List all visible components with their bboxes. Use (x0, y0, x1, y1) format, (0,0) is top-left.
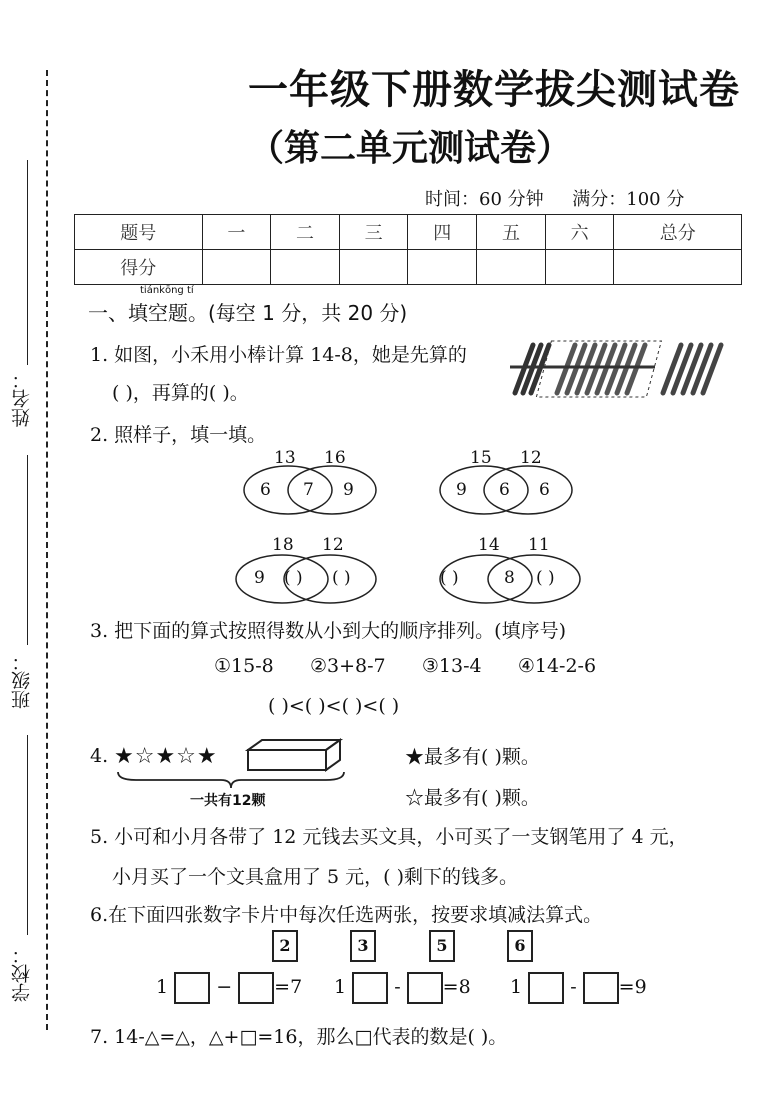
eq-prefix: 1 (156, 976, 169, 998)
q3-items (214, 655, 596, 677)
q3-text: 3. 把下面的算式按照得数从小到大的顺序排列。(填序号) (90, 620, 566, 642)
header-cell: 总分 (614, 215, 742, 250)
q3-item: ②3+8-7 (309, 655, 386, 677)
score-cell[interactable] (477, 250, 546, 285)
venn-a: 9 (456, 480, 467, 500)
venn-right-total: 12 (520, 448, 542, 468)
class-underline (27, 455, 28, 645)
venn-c: 9 (343, 480, 354, 500)
number-card: 6 (507, 930, 533, 962)
venn-diagram-2 (436, 448, 576, 518)
score-cell[interactable] (202, 250, 271, 285)
q1-line1: 1. 如图，小禾用小棒计算 14-8，她是先算的 (90, 344, 467, 366)
q3-item: ③13-4 (421, 655, 482, 677)
page-title: 一年级下册数学拔尖测试卷 (248, 67, 740, 113)
row-label: 得分 (75, 250, 203, 285)
q7-text: 7. 14-△=△，△+□=16，那么□代表的数是( )。 (90, 1026, 508, 1048)
venn-c-blank[interactable]: ( ) (332, 568, 351, 588)
q3-item: ①15-8 (214, 655, 274, 677)
answer-box[interactable] (528, 972, 564, 1004)
time-text: 时间：60 分钟 (425, 189, 544, 210)
venn-left-total: 15 (470, 448, 492, 468)
venn-b: 7 (303, 480, 314, 500)
section-pinyin: tiánkōng tí (140, 285, 194, 296)
eq-result: =8 (442, 976, 471, 998)
school-label: 学校： (11, 945, 33, 1002)
header-cell: 二 (271, 215, 340, 250)
score-table (74, 214, 742, 285)
q4-number: 4. (90, 745, 109, 767)
subtraction-equation-3 (510, 972, 647, 1004)
number-card: 5 (429, 930, 455, 962)
venn-diagram-4 (436, 535, 586, 607)
venn-right-total: 16 (324, 448, 346, 468)
number-card: 2 (272, 930, 298, 962)
q5-line1: 5. 小可和小月各带了 12 元钱去买文具，小可买了一支钢笔用了 4 元， (90, 826, 688, 848)
section-title: 一、填空题。(每空 1 分，共 20 分) (88, 301, 408, 325)
venn-left-total: 13 (274, 448, 296, 468)
school-underline (27, 735, 28, 935)
q6-text: 6.在下面四张数字卡片中每次任选两张，按要求填减法算式。 (90, 904, 603, 926)
venn-b: 6 (499, 480, 510, 500)
score-cell[interactable] (614, 250, 742, 285)
answer-box[interactable] (583, 972, 619, 1004)
full-score-text: 满分：100 分 (572, 189, 685, 210)
header-cell: 一 (202, 215, 271, 250)
venn-b-blank[interactable]: ( ) (284, 568, 303, 588)
venn-diagram-1 (240, 448, 380, 518)
eq-result: =9 (618, 976, 647, 998)
venn-a: 9 (254, 568, 265, 588)
answer-box[interactable] (352, 972, 388, 1004)
score-cell[interactable] (545, 250, 614, 285)
eq-operator: - (570, 976, 577, 998)
eq-operator: - (394, 976, 401, 998)
answer-box[interactable] (174, 972, 210, 1004)
score-header-row (75, 215, 742, 250)
header-cell: 题号 (75, 215, 203, 250)
class-label: 班级： (11, 652, 33, 709)
venn-a: 6 (260, 480, 271, 500)
score-cell[interactable] (408, 250, 477, 285)
subtraction-equation-2 (334, 972, 471, 1004)
venn-c-blank[interactable]: ( ) (536, 568, 555, 588)
name-underline (27, 160, 28, 365)
venn-diagram-3 (232, 535, 382, 607)
number-card: 3 (350, 930, 376, 962)
name-label: 姓名： (11, 370, 33, 427)
exam-info (425, 185, 684, 211)
q3-item: ④14-2-6 (517, 655, 597, 677)
q1-line2: ( )，再算的( )。 (112, 382, 249, 404)
answer-box[interactable] (238, 972, 274, 1004)
eq-result: =7 (274, 976, 303, 998)
star-row: ★☆★☆★ (114, 744, 218, 769)
venn-a-blank[interactable]: ( ) (440, 568, 459, 588)
score-cell[interactable] (339, 250, 408, 285)
q4-line2: ☆最多有( )颗。 (405, 787, 540, 809)
eq-prefix: 1 (334, 976, 347, 998)
brace-icon (116, 770, 346, 790)
binding-dashed-line (46, 70, 48, 1030)
venn-b: 8 (504, 568, 515, 588)
q5-line2: 小月买了一个文具盒用了 5 元，( )剩下的钱多。 (112, 866, 519, 888)
header-cell: 四 (408, 215, 477, 250)
q2-text: 2. 照样子，填一填。 (90, 424, 267, 446)
venn-right-total: 11 (528, 535, 550, 555)
eq-prefix: 1 (510, 976, 523, 998)
sticks-illustration (505, 335, 730, 405)
q4-line1: ★最多有( )颗。 (405, 746, 540, 768)
page-subtitle: （第二单元测试卷） (248, 128, 573, 169)
score-cell[interactable] (271, 250, 340, 285)
venn-c: 6 (539, 480, 550, 500)
q3-order-blanks[interactable]: ( )<( )<( )<( ) (268, 695, 400, 717)
answer-box[interactable] (407, 972, 443, 1004)
subtraction-equation-1 (156, 972, 302, 1004)
venn-left-total: 18 (272, 535, 294, 555)
eq-operator: − (216, 976, 233, 998)
score-value-row (75, 250, 742, 285)
header-cell: 六 (545, 215, 614, 250)
header-cell: 五 (477, 215, 546, 250)
venn-right-total: 12 (322, 535, 344, 555)
venn-left-total: 14 (478, 535, 500, 555)
box-icon (240, 738, 350, 774)
brace-label: 一共有12颗 (190, 793, 266, 809)
header-cell: 三 (339, 215, 408, 250)
